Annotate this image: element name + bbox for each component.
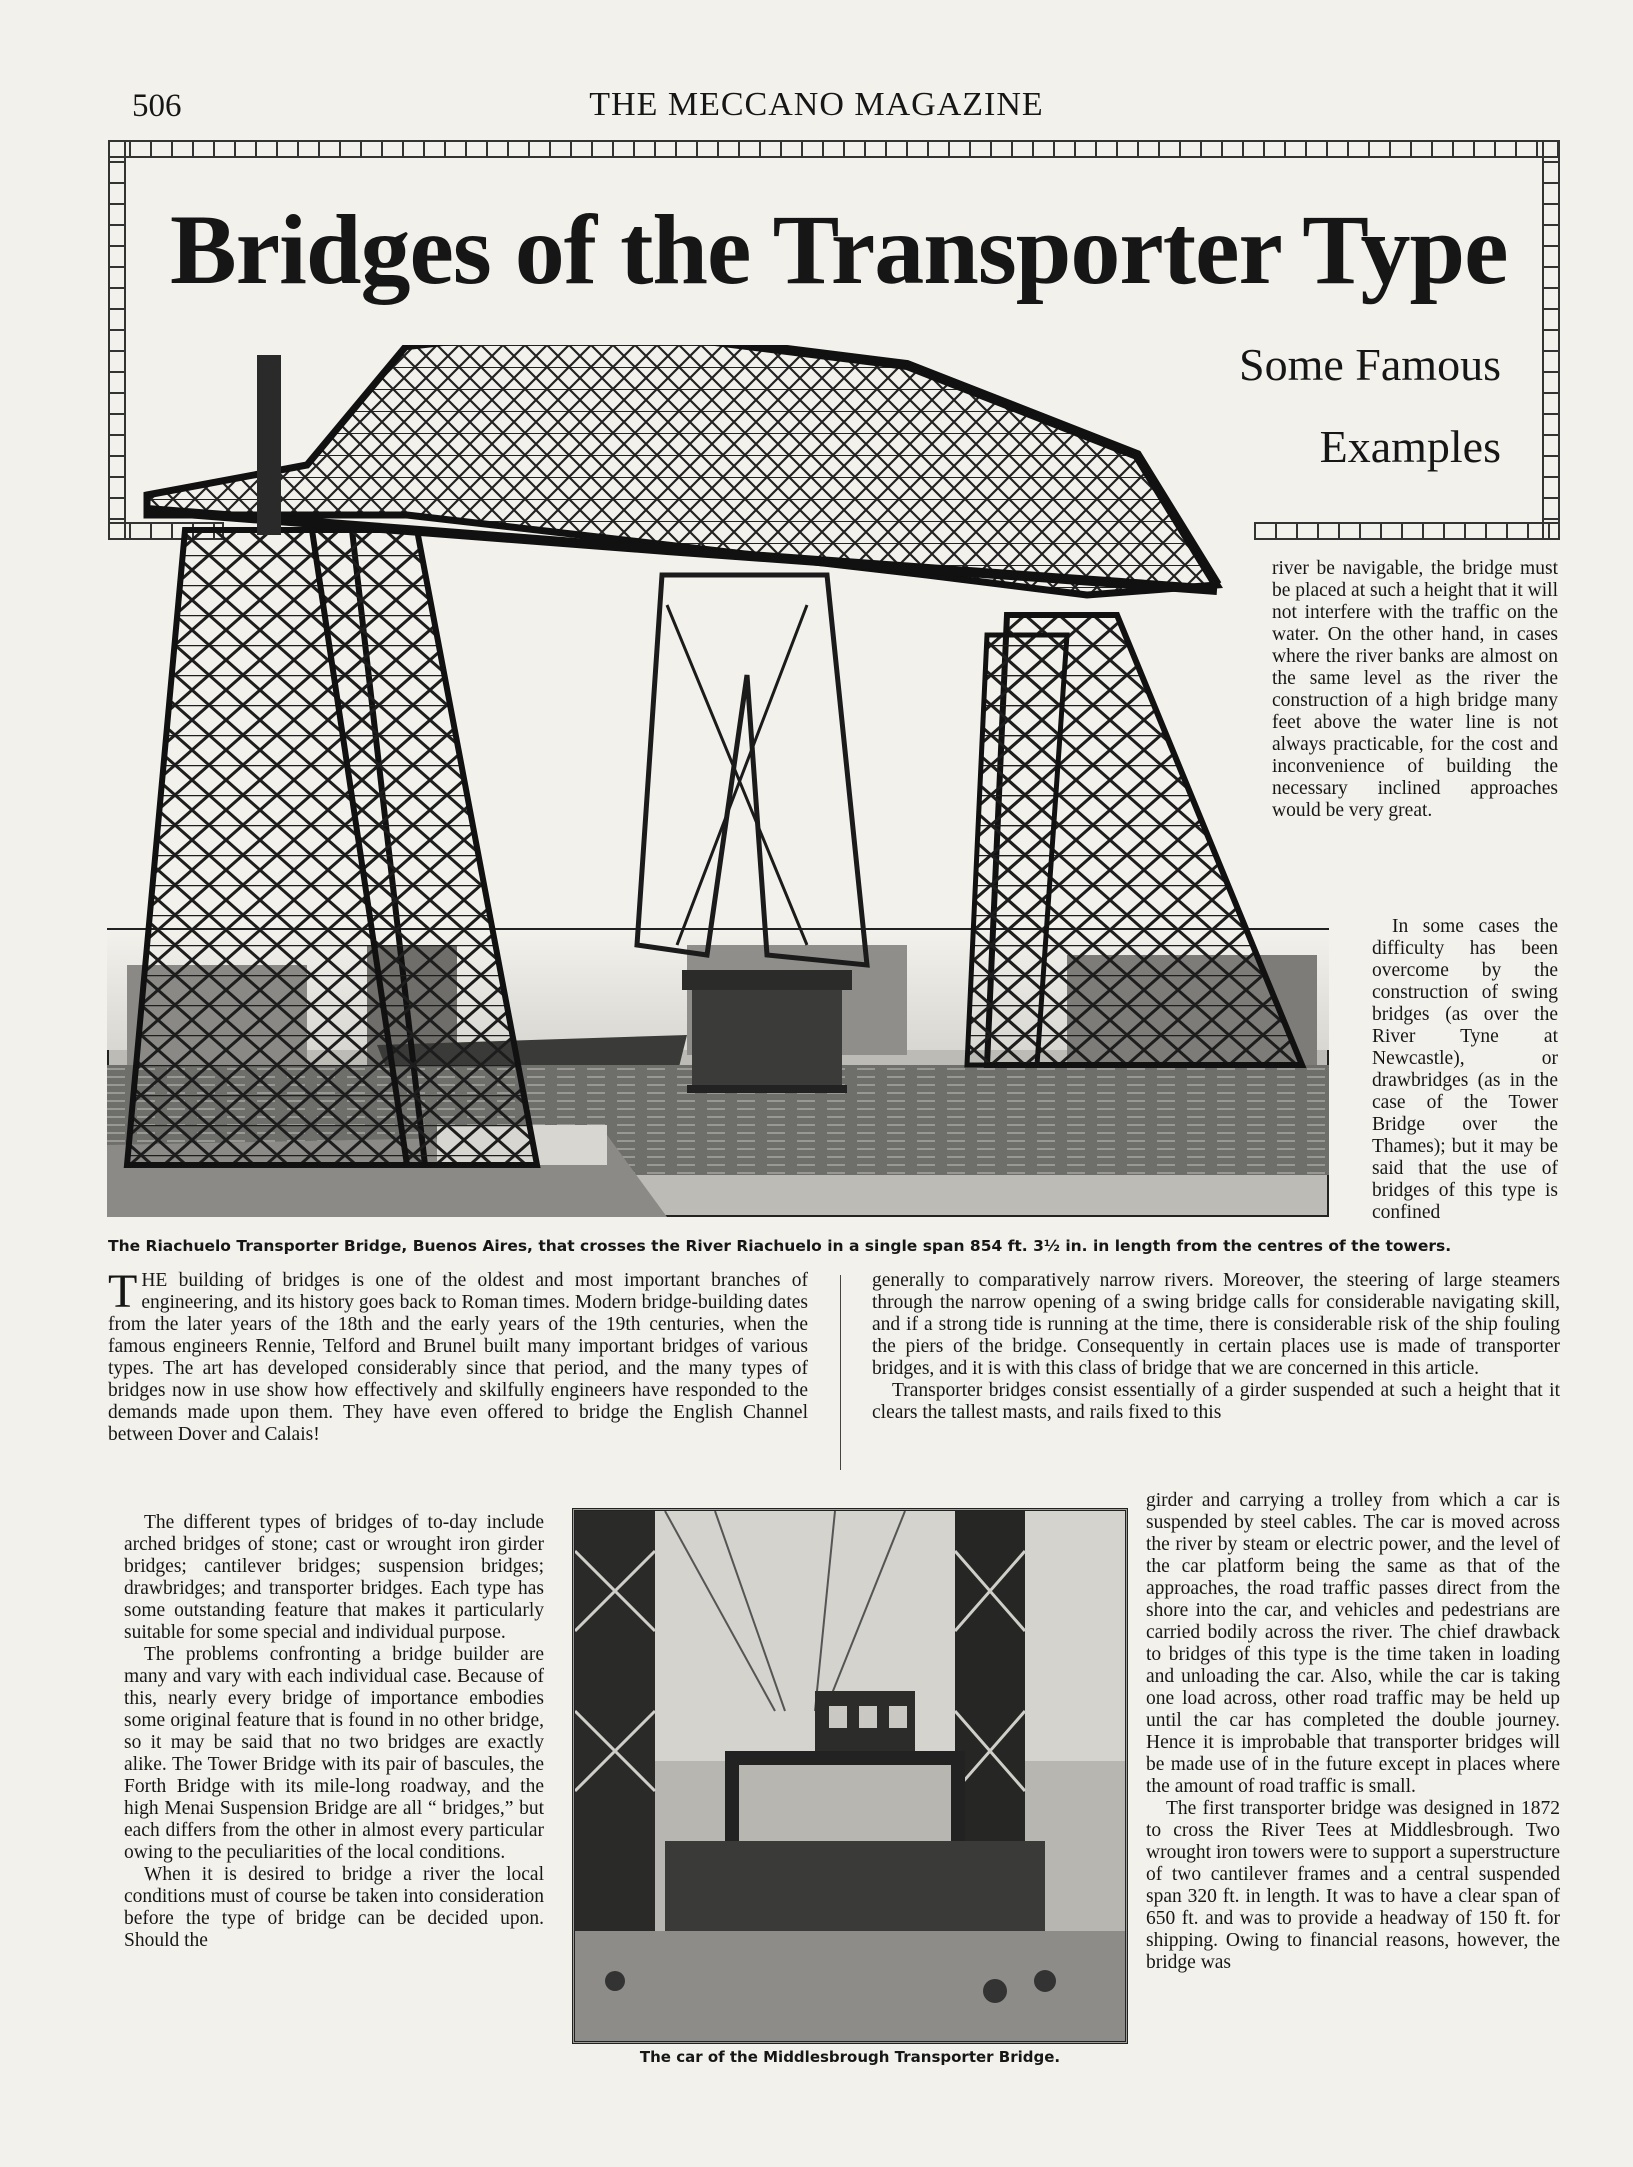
paragraph-problems: The problems confronting a bridge builder are many and vary with each individual case. Because of this, nearly every bridge of importance embodies some original feature that is found in no other bridge, so it may be said that no two bridges are exactly alike. The Tower Bridge with its pair of bascules, the Forth Bridge with its mile-long roadway, and the high Menai Suspension Bridge are all “ bridges,” but each differs from the other in almost every particular owing to the peculiarities of the local conditions. <box>124 1644 544 1863</box>
right-top-paragraph: river be navigable, the bridge must be placed at such a height that it will not interfere with the traffic on the water. On the other hand, in cases where the river banks are almost on the same level as the river the construction of a high bridge many feet above the water line is not always practicable, for the cost and inconvenience of building the necessary inclined approaches would be very great. <box>1272 558 1558 821</box>
riachuelo-bridge-photo <box>107 345 1329 1217</box>
car-illustration <box>575 1511 1125 2041</box>
left-column-body <box>124 1512 544 1952</box>
right-mid-paragraph: In some cases the difficulty has been overcome by the construction of swing bridges (as over the River Tyne at Newcastle), or drawbridges (as in the case of the Tower Bridge over the Thames); but it may be said that the use of bridges of this type is confined <box>1372 916 1558 1223</box>
middlesbrough-car-photo <box>572 1508 1128 2044</box>
right-column-mid-text <box>1372 916 1558 1224</box>
frame-right <box>1542 140 1560 540</box>
magazine-title: THE MECCANO MAGAZINE <box>589 86 1044 123</box>
middlesbrough-photo-caption: The car of the Middlesbrough Transporter Bridge. <box>639 2048 1061 2066</box>
article-subtitle-line-2: Examples <box>1319 421 1501 472</box>
bridge-illustration <box>107 345 1329 1217</box>
frame-top <box>108 140 1560 158</box>
paragraph-types: The different types of bridges of to-day include arched bridges of stone; cast or wrought iron girder bridges; cantilever bridges; suspension bridges; drawbridges; and transporter bridges. Each type has some outstanding feature that makes it particularly suitable for some special and individual purpose. <box>124 1512 544 1643</box>
intro-paragraph <box>108 1265 808 1446</box>
paragraph-local-conditions: When it is desired to bridge a river the local conditions must of course be taken into consideration before the type of bridge can be decided upon. Should the <box>124 1864 544 1951</box>
intro-text: HE building of bridges is one of the oldest and most important branches of engineering, and its history goes back to Roman times. Modern bridge-building dates from the later years of the 18th and the early years of the 19th centuries, when the famous engineers Rennie, Telford and Brunel built many important bridges of various types. The art has developed considerably since that period, and the many types of bridges now in use show how effectively and skilfully engineers have responded to the demands made upon them. They have even offered to bridge the English Channel between Dover and Calais! <box>108 1270 808 1445</box>
right-bottom-paragraph-2: The first transporter bridge was designed in 1872 to cross the River Tees at Middlesbrough. Two wrought iron towers were to support a superstructure of two cantilever frames and a central suspended span 320 ft. in length. It was to have a clear span of 650 ft. and was to provide a headway of 150 ft. for shipping. Owing to financial reasons, however, the bridge was <box>1146 1798 1560 1973</box>
article-subtitle-line-1: Some Famous <box>1239 339 1501 390</box>
drop-cap: T <box>108 1265 138 1318</box>
article-title: Bridges of the Transporter Type <box>170 194 1508 305</box>
right-column-top-text <box>1272 558 1558 822</box>
middle-column-text <box>872 1270 1560 1424</box>
right-bottom-paragraph-1: girder and carrying a trolley from which a car is suspended by steel cables. The car is moved across the river by steam or electric power, and the level of the car platform being the same as that of the approaches, the road traffic passes direct from the shore into the car, and vehicles and pedestrians are carried bodily across the river. The chief drawback to bridges of this type is the time taken in loading and unloading the car. Also, while the car is taking one load across, other road traffic may be held up until the car has completed the double journey. Hence it is improbable that transporter bridges will be made use of in the future except in places where the amount of road traffic is small. <box>1146 1490 1560 1797</box>
right-column-bottom-text <box>1146 1490 1560 1974</box>
riachuelo-photo-caption: The Riachuelo Transporter Bridge, Buenos Aires, that crosses the River Riachuelo in a single span 854 ft. 3½ in. in length from the centres of the towers. <box>108 1237 1452 1255</box>
left-column-intro <box>108 1265 808 1446</box>
column-divider <box>840 1275 841 1470</box>
middle-paragraph-2: Transporter bridges consist essentially of a girder suspended at such a height that it clears the tallest masts, and rails fixed to this <box>872 1380 1560 1423</box>
page-number: 506 <box>132 88 182 124</box>
middle-paragraph-1: generally to comparatively narrow rivers. Moreover, the steering of large steamers through the narrow opening of a swing bridge calls for considerable navigating skill, and if a strong tide is running at the time, there is considerable risk of the ship fouling the piers of the bridge. Consequently in certain places use is made of transporter bridges, and it is with this class of bridge that we are concerned in this article. <box>872 1270 1560 1379</box>
